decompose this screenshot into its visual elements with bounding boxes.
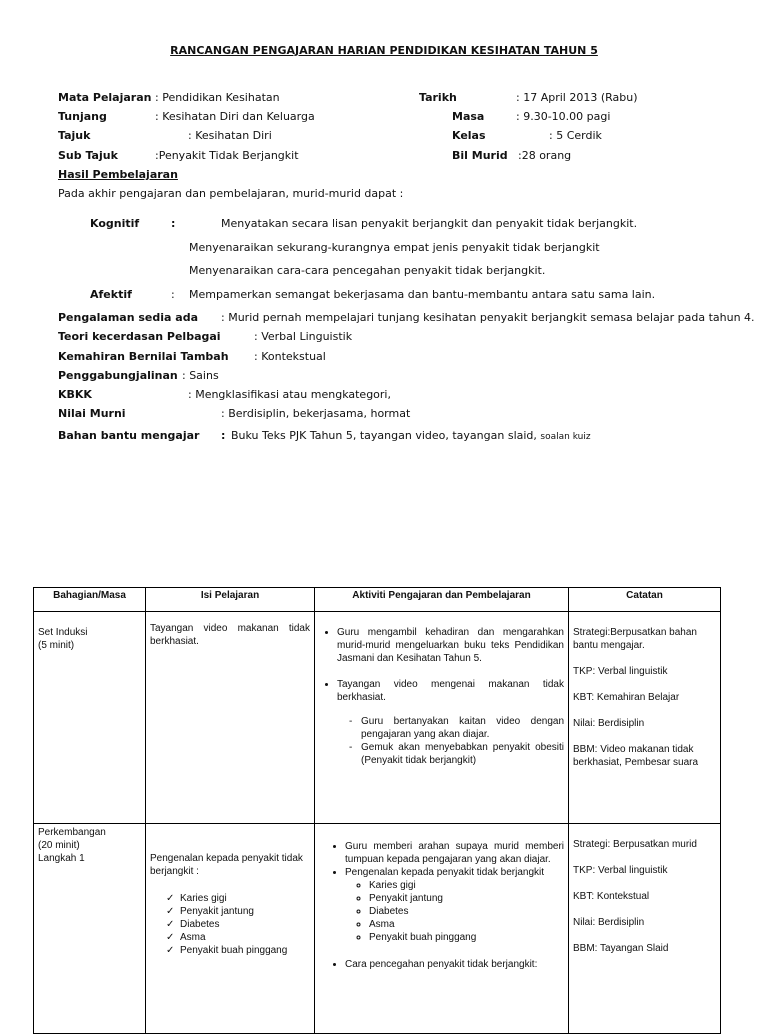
nilai-label: Nilai Murni [58, 407, 126, 420]
afektif-colon: : [171, 288, 175, 301]
kognitif-colon: : [171, 217, 176, 230]
catatan-line: Nilai: Berdisiplin [573, 917, 645, 928]
list-item: • Guru mengambil kehadiran dan mengarahkan murid-murid mengeluarkan buku teks Pendidikan Jasmani dan Kesihatan Tahun 5. [337, 626, 564, 665]
tunjang-value: : Kesihatan Diri dan Keluarga [155, 110, 315, 123]
list-item: ✓ Diabetes [180, 918, 310, 931]
catatan-line: BBM: Video makanan tidak berkhasiat, Pembesar suara [573, 744, 699, 768]
kelas-label: Kelas [452, 129, 486, 142]
catatan-line: Strategi: Berpusatkan murid [573, 839, 697, 850]
list-item: ◦ Penyakit jantung [369, 892, 564, 905]
cell-catatan [569, 612, 721, 824]
cell-aktiviti [315, 824, 569, 1034]
list-item: ◦ Penyakit buah pinggang [369, 931, 564, 944]
catatan-line: KBT: Kontekstual [573, 891, 650, 902]
table-header-row [34, 588, 721, 612]
penggabungjalinan-value: : Sains [182, 369, 219, 382]
bahagian-line: Langkah 1 [38, 853, 85, 864]
bahan-value-small: soalan kuiz [540, 432, 591, 442]
list-item: - Guru bertanyakan kaitan video dengan pengajaran yang akan diajar. [361, 715, 564, 741]
pengalaman-value: : Murid pernah mempelajari tunjang kesihatan penyakit berjangkit semasa belajar pada tahun 4. [221, 311, 755, 324]
catatan-line: TKP: Verbal linguistik [573, 865, 668, 876]
teori-value: : Verbal Linguistik [254, 330, 353, 343]
kognitif-2: Menyenaraikan sekurang-kurangnya empat jenis penyakit tidak berjangkit [189, 241, 600, 254]
mata-pelajaran-label: Mata Pelajaran [58, 91, 152, 104]
tajuk-value: : Kesihatan Diri [188, 129, 272, 142]
nilai-value: : Berdisiplin, bekerjasama, hormat [221, 407, 411, 420]
list-item: • Tayangan video mengenai makanan tidak berkhasiat. [337, 678, 564, 704]
bahagian-line: Set Induksi [38, 627, 88, 638]
list-item: ◦ Asma [369, 918, 564, 931]
catatan-line: KBT: Kemahiran Belajar [573, 692, 680, 703]
kemahiran-label: Kemahiran Bernilai Tambah [58, 350, 229, 363]
tunjang-label: Tunjang [58, 110, 107, 123]
penggabungjalinan-label: Penggabungjalinan [58, 369, 178, 382]
catatan-line: Nilai: Berdisiplin [573, 718, 645, 729]
afektif-1: Mempamerkan semangat bekerjasama dan bantu-membantu antara satu sama lain. [189, 288, 656, 301]
cell-isi [146, 612, 315, 824]
tarikh-label: Tarikh [419, 91, 457, 104]
hasil-heading: Hasil Pembelajaran [58, 168, 178, 181]
bil-murid-value: :28 orang [518, 149, 572, 162]
bil-murid-label: Bil Murid [452, 149, 508, 162]
list-item: • Cara pencegahan penyakit tidak berjangkit: [345, 958, 564, 971]
kognitif-label: Kognitif [90, 217, 140, 230]
col-header-isi: Isi Pelajaran [146, 588, 315, 612]
bahagian-line: (20 minit) [38, 840, 80, 851]
afektif-label: Afektif [90, 288, 132, 301]
kemahiran-value: : Kontekstual [254, 350, 326, 363]
list-item: ✓ Penyakit jantung [180, 905, 310, 918]
bahan-value [231, 429, 591, 442]
cell-catatan [569, 824, 721, 1034]
cell-aktiviti [315, 612, 569, 824]
bahan-colon: : [221, 429, 226, 442]
col-header-bahagian: Bahagian/Masa [34, 588, 146, 612]
cell-bahagian [34, 612, 146, 824]
list-item: • Pengenalan kepada penyakit tidak berjangkit [345, 866, 564, 879]
catatan-line: BBM: Tayangan Slaid [573, 943, 669, 954]
bahagian-line: (5 minit) [38, 640, 75, 651]
list-item: ◦ Diabetes [369, 905, 564, 918]
kognitif-1: Menyatakan secara lisan penyakit berjangkit dan penyakit tidak berjangkit. [221, 217, 638, 230]
col-header-aktiviti: Aktiviti Pengajaran dan Pembelajaran [315, 588, 569, 612]
list-item: - Gemuk akan menyebabkan penyakit obesiti (Penyakit tidak berjangkit) [361, 741, 564, 767]
catatan-line: Strategi:Berpusatkan bahan bantu mengajar. [573, 627, 697, 651]
bahagian-line: Perkembangan [38, 827, 106, 838]
masa-value: : 9.30-10.00 pagi [516, 110, 611, 123]
isi-text: Tayangan video makanan tidak berkhasiat. [150, 623, 310, 647]
sub-tajuk-value: :Penyakit Tidak Berjangkit [155, 149, 299, 162]
table-row-set-induksi [34, 612, 721, 824]
bahan-value-main: Buku Teks PJK Tahun 5, tayangan video, tayangan slaid, [231, 429, 537, 442]
kbkk-label: KBKK [58, 388, 92, 401]
list-item: ✓ Penyakit buah pinggang [180, 944, 310, 957]
cell-isi [146, 824, 315, 1034]
list-item: ✓ Asma [180, 931, 310, 944]
teori-label: Teori kecerdasan Pelbagai [58, 330, 221, 343]
lesson-table [33, 587, 721, 1034]
col-header-catatan: Catatan [569, 588, 721, 612]
hasil-intro: Pada akhir pengajaran dan pembelajaran, murid-murid dapat : [58, 187, 404, 200]
tajuk-label: Tajuk [58, 129, 91, 142]
bahan-label: Bahan bantu mengajar [58, 429, 200, 442]
kognitif-3: Menyenaraikan cara-cara pencegahan penyakit tidak berjangkit. [189, 264, 546, 277]
table-row-perkembangan [34, 824, 721, 1034]
kbkk-value: : Mengklasifikasi atau mengkategori, [188, 388, 391, 401]
pengalaman-label: Pengalaman sedia ada [58, 311, 199, 324]
isi-intro: Pengenalan kepada penyakit tidak berjangkit : [150, 853, 303, 877]
list-item: • Guru memberi arahan supaya murid memberi tumpuan kepada pengajaran yang akan diajar. [345, 840, 564, 866]
masa-label: Masa [452, 110, 485, 123]
list-item: ◦ Karies gigi [369, 879, 564, 892]
mata-pelajaran-value: : Pendidikan Kesihatan [155, 91, 280, 104]
list-item: ✓ Karies gigi [180, 892, 310, 905]
tarikh-value: : 17 April 2013 (Rabu) [516, 91, 638, 104]
cell-bahagian [34, 824, 146, 1034]
kelas-value: : 5 Cerdik [549, 129, 602, 142]
sub-tajuk-label: Sub Tajuk [58, 149, 118, 162]
catatan-line: TKP: Verbal linguistik [573, 666, 668, 677]
document-title: RANCANGAN PENGAJARAN HARIAN PENDIDIKAN KESIHATAN TAHUN 5 [170, 44, 598, 57]
